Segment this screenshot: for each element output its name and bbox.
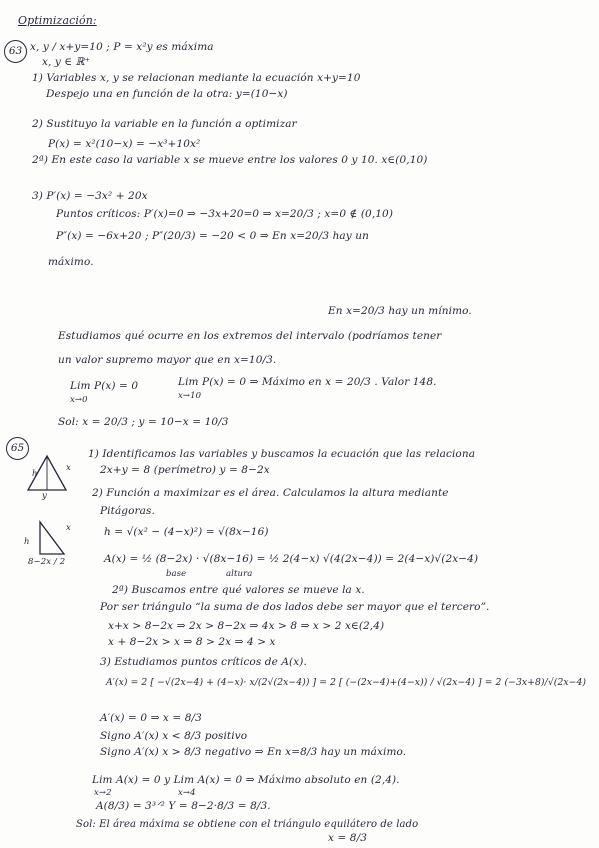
p65-line-13: A′(x) = 0 ⇒ x = 8/3 — [100, 712, 202, 724]
right-triangle-base-label: 8−2x / 2 — [28, 557, 66, 567]
triangle-base-label: y — [42, 491, 47, 501]
page-title: Optimización: — [18, 14, 97, 27]
right-triangle-height-label: h — [24, 537, 30, 547]
p63-line-4: P(x) = x²(10−x) = −x³+10x² — [48, 138, 201, 150]
p63-line-6: 3) P′(x) = −3x² + 20x — [32, 190, 148, 202]
p63-line-2: Despejo una en función de la otra: y=(10−x) — [46, 88, 288, 100]
p65-line-14: Signo A′(x) x < 8/3 positivo — [100, 730, 248, 742]
p63-line-8: P″(x) = −6x+20 ; P″(20/3) = −20 < 0 ⇒ En x=20/3 hay un — [56, 230, 369, 242]
p65-line-17: A(8/3) = 3³ᐟ² Y = 8−2·8/3 = 8/3. — [96, 800, 271, 812]
p65-line-19: x = 8/3 — [328, 832, 367, 844]
p65-line-10: x + 8−2x > x ⇒ 8 > 2x ⇒ 4 > x — [108, 636, 276, 648]
p65-line-1: 1) Identificamos las variables y buscamos la ecuación que las relaciona — [88, 448, 476, 460]
p63-limit-right-sub: x→10 — [178, 391, 202, 401]
p65-altura-label: altura — [226, 569, 253, 579]
p65-line-16: Lim A(x) = 0 y Lim A(x) = 0 ⇒ Máximo absoluto en (2,4). — [92, 774, 400, 786]
p65-base-label: base — [166, 569, 187, 579]
p63-line-3: 2) Sustituyo la variable en la función a optimizar — [32, 118, 297, 130]
p65-line-6: A(x) = ½ (8−2x) · √(8x−16) = ½ 2(4−x) √(4(2x−4)) = 2(4−x)√(2x−4) — [104, 553, 479, 565]
p63-limit-left-sub: x→0 — [70, 395, 88, 405]
p63-line-11: Estudiamos qué ocurre en los extremos del intervalo (podríamos tener — [58, 330, 442, 342]
isosceles-triangle-figure — [22, 452, 72, 500]
p63-line-12: un valor supremo mayor que en x=10/3. — [58, 354, 277, 366]
p63-solution: Sol: x = 20/3 ; y = 10−x = 10/3 — [58, 416, 229, 428]
p65-line-8: Por ser triángulo “la suma de dos lados debe ser mayor que el tercero”. — [100, 601, 490, 613]
p65-line-11: 3) Estudiamos puntos críticos de A(x). — [100, 656, 307, 668]
p65-lim-sub-left: x→2 — [94, 788, 112, 798]
p63-domain: x, y ∈ ℝ⁺ — [42, 56, 91, 68]
problem-number-63: 63 — [4, 40, 27, 63]
p65-line-4: Pitágoras. — [100, 505, 155, 517]
p63-limit-right: Lim P(x) = 0 ⇒ Máximo en x = 20/3 . Valor 148. — [178, 376, 437, 388]
p65-line-15: Signo A′(x) x > 8/3 negativo ⇒ En x=8/3 hay un máximo. — [100, 746, 407, 758]
problem-number-65: 65 — [6, 437, 29, 460]
p63-limit-left: Lim P(x) = 0 — [70, 380, 139, 392]
p65-line-3: 2) Función a maximizar es el área. Calculamos la altura mediante — [92, 487, 449, 499]
p65-lim-sub-right: x→4 — [178, 788, 196, 798]
p63-line-9: máximo. — [48, 256, 94, 268]
p63-line-7: Puntos críticos: P′(x)=0 ⇒ −3x+20=0 ⇒ x=20/3 ; x=0 ∉ (0,10) — [56, 208, 394, 220]
triangle-side-label: x — [66, 463, 71, 473]
p65-line-12: A′(x) = 2 [ −√(2x−4) + (4−x)· x/(2√(2x−4)) ] = 2 [ (−(2x−4)+(4−x)) / √(2x−4) ] = 2 (−3x+8)/√(2x−4) — [106, 677, 587, 688]
p63-statement: x, y / x+y=10 ; P = x²y es máxima — [30, 41, 214, 53]
p63-line-5: 2ª) En este caso la variable x se mueve entre los valores 0 y 10. x∈(0,10) — [32, 154, 428, 166]
triangle-height-label: h — [32, 469, 38, 479]
right-triangle-side-label: x — [66, 523, 71, 533]
p65-line-18: Sol: El área máxima se obtiene con el triángulo equilátero de lado — [76, 819, 419, 830]
p63-line-10: En x=20/3 hay un mínimo. — [328, 305, 472, 317]
p65-line-2: 2x+y = 8 (perímetro) y = 8−2x — [100, 464, 270, 476]
p65-line-9: x+x > 8−2x ⇒ 2x > 8−2x ⇒ 4x > 8 ⇒ x > 2 x∈(2,4) — [108, 620, 385, 632]
p63-line-1: 1) Variables x, y se relacionan mediante la ecuación x+y=10 — [32, 72, 361, 84]
p65-line-5: h = √(x² − (4−x)²) = √(8x−16) — [104, 526, 269, 538]
p65-line-7: 2ª) Buscamos entre qué valores se mueve la x. — [112, 584, 365, 596]
